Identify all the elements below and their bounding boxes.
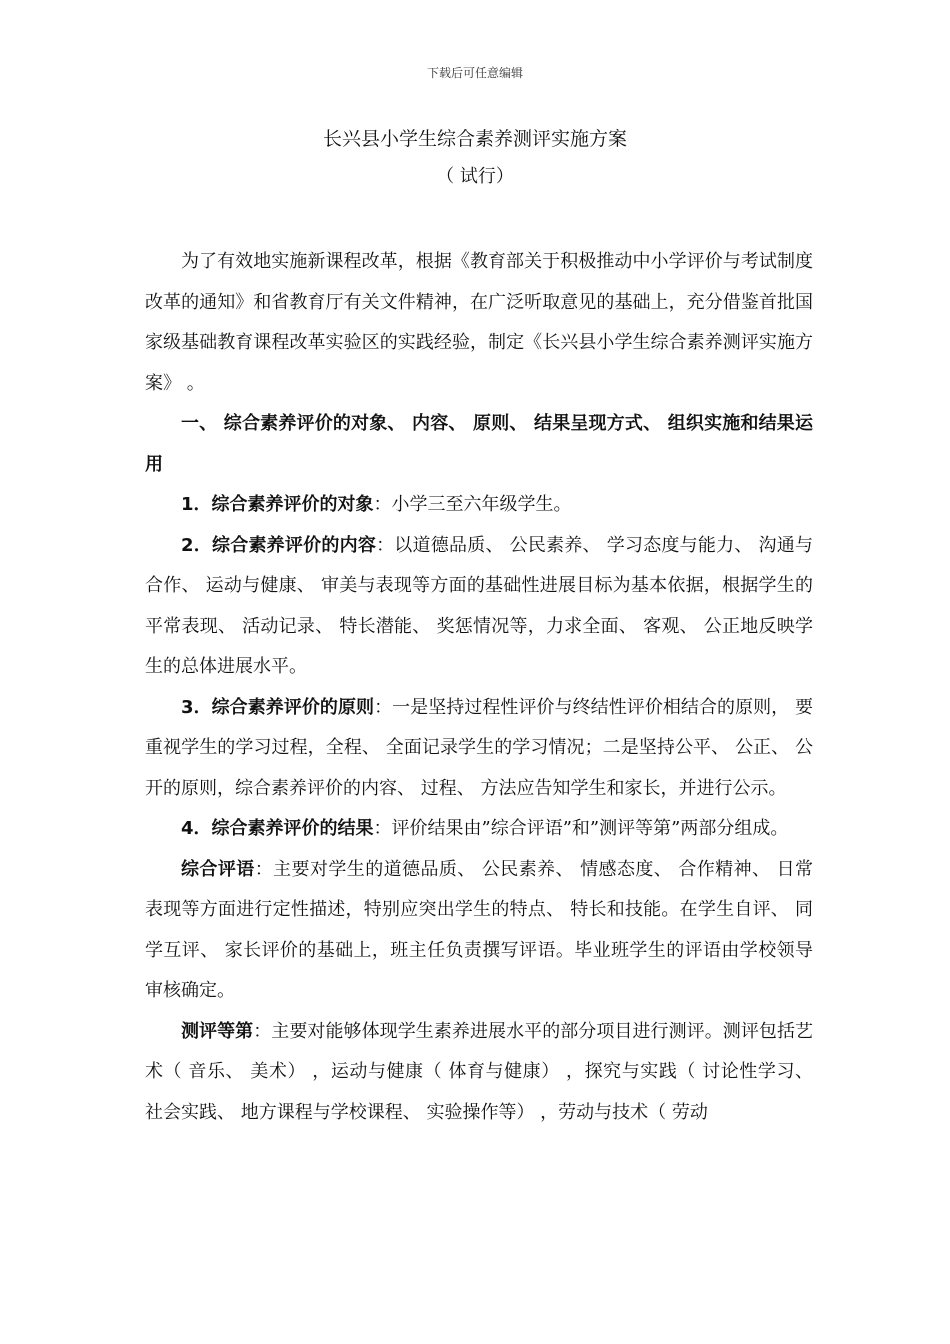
item-4-paragraph [145, 809, 813, 850]
item-3-label: 3．综合素养评价的原则 [181, 696, 375, 718]
grade-paragraph [145, 1012, 813, 1134]
item-3-text: ：一是坚持过程性评价与终结性评价相结合的原则， 要重视学生的学习过程，全程、 全面记录学生的学习情况；二是坚持公平、 公正、 公开的原则，综合素养评价的内容、 过程、 方法应告知学生和家长，并进行公示。 [145, 696, 813, 799]
item-2-paragraph [145, 526, 813, 688]
item-4-label: 4．综合素养评价的结果 [181, 818, 374, 839]
document-title: 长兴县小学生综合素养测评实施方案 [322, 128, 627, 150]
comment-paragraph [145, 850, 813, 1012]
grade-text: ：主要对能够体现学生素养进展水平的部分项目进行测评。测评包括艺术（ 音乐、 美术） ，运动与健康（ 体育与健康） ，探究与实践（ 讨论性学习、 社会实践、 地方课程与学校课程、 实验操作等） ，劳动与技术（ 劳动 [145, 1020, 814, 1123]
item-1-label: 1．综合素养评价的对象 [181, 494, 374, 515]
item-2-label: 2．综合素养评价的内容 [181, 534, 377, 556]
header-note: 下载后可任意编辑 [426, 66, 523, 80]
section-heading: 一、 综合素养评价的对象、 内容、 原则、 结果呈现方式、 组织实施和结果运用 [145, 413, 813, 475]
document-subtitle: （ 试行） [436, 166, 514, 187]
item-4-text: ：评价结果由”综合评语”和”测评等第”两部分组成。 [373, 818, 789, 839]
intro-paragraph: 为了有效地实施新课程改革，根据《教育部关于积极推动中小学评价与考试制度改革的通知》和省教育厅有关文件精神，在广泛听取意见的基础上，充分借鉴首批国家级基础教育课程改革实验区的实践经验，制定《长兴县小学生综合素养测评实施方案》 。 [145, 251, 813, 394]
document-body [145, 242, 813, 1133]
item-2-text: ：以道德品质、 公民素养、 学习态度与能力、 沟通与合作、 运动与健康、 审美与表现等方面的基础性进展目标为基本依据，根据学生的平常表现、 活动记录、 特长潜能、 奖惩情况等，力求全面、 客观、 公正地反映学生的总体进展水平。 [145, 534, 813, 677]
item-1-paragraph [145, 485, 813, 526]
grade-label: 测评等第 [181, 1020, 254, 1042]
item-3-paragraph [145, 688, 813, 810]
item-1-text: ：小学三至六年级学生。 [373, 494, 572, 515]
comment-label: 综合评语 [181, 858, 255, 880]
comment-text: ：主要对学生的道德品质、 公民素养、 情感态度、 合作精神、 日常表现等方面进行定性描述，特别应突出学生的特点、 特长和技能。在学生自评、 同学互评、 家长评价的基础上，班主任负责撰写评语。毕业班学生的评语由学校领导审核确定。 [145, 858, 814, 1001]
